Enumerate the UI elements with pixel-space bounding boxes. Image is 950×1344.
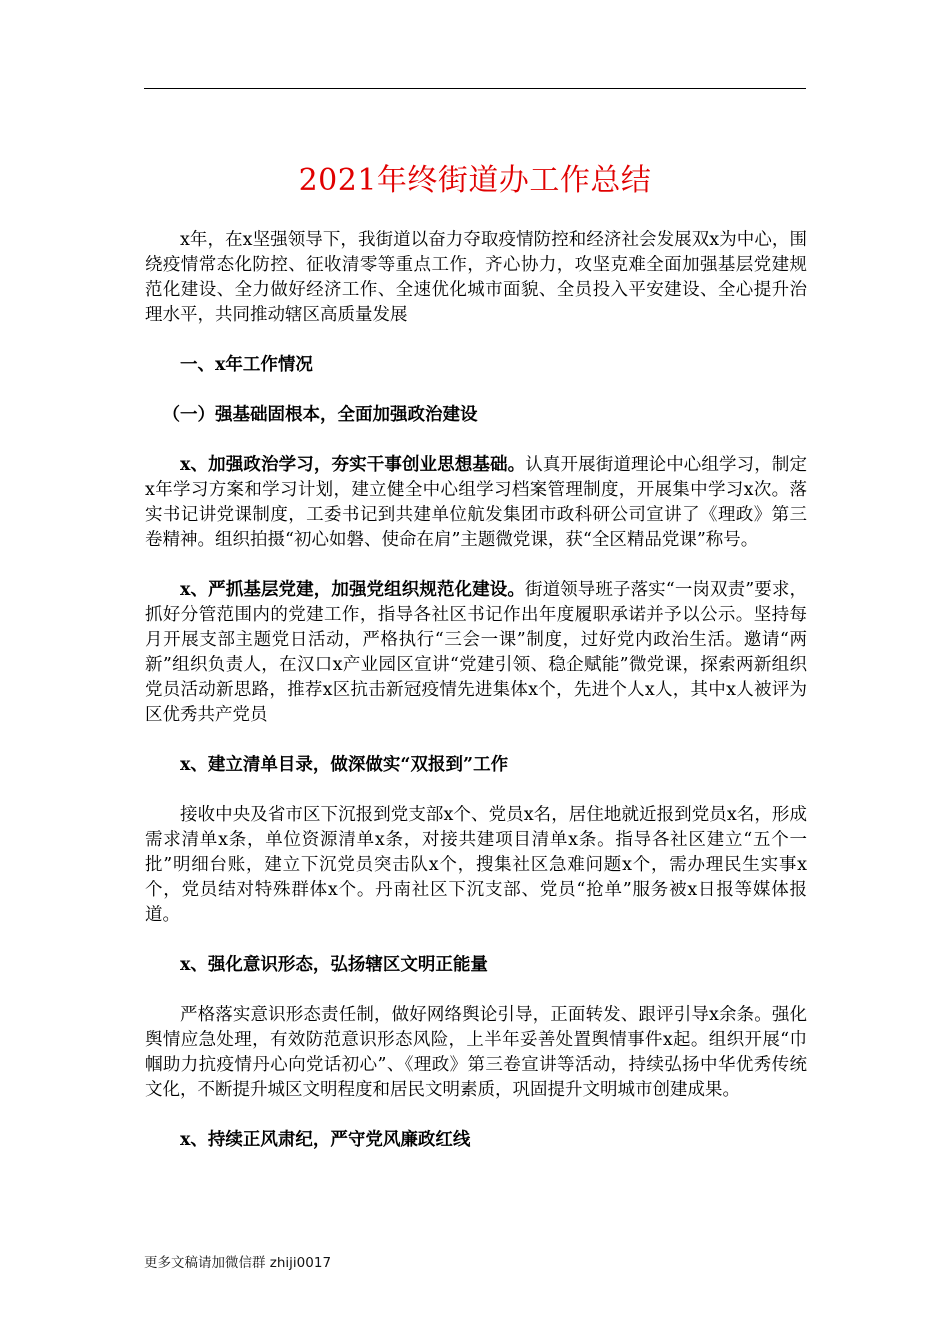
item-4-body: 严格落实意识形态责任制，做好网络舆论引导，正面转发、跟评引导x余条。强化舆情应急处理，有效防范意识形态风险，上半年妥善处置舆情事件x起。组织开展“巾帼助力抗疫情丹心向党话初心”、《理政》第三卷宣讲等活动，持续弘扬中华优秀传统文化，不断提升城区文明程度和居民文明素质，巩固提升文明城市创建成果。 xyxy=(145,1005,807,1100)
subsection-heading-1: （一）强基础固根本，全面加强政治建设 xyxy=(162,405,478,425)
item-5-heading: x、持续正风肃纪，严守党风廉政红线 xyxy=(180,1130,471,1150)
item-1-body: 认真开展街道理论中心组学习，制定x年学习方案和学习计划，建立健全中心组学习档案管理制度，开展集中学习x次。落实书记讲党课制度，工委书记到共建单位航发集团市政科研公司宣讲了《理政》第三卷精神。组织拍摄“初心如磐、使命在肩”主题微党课，获“全区精品党课”称号。 xyxy=(145,455,808,550)
item-3-heading: x、建立清单目录，做深做实“双报到”工作 xyxy=(180,755,509,775)
header-rule xyxy=(144,88,806,89)
document-body xyxy=(145,228,807,1153)
item-2-body: 街道领导班子落实“一岗双责”要求，抓好分管范围内的党建工作，指导各社区书记作出年度履职承诺并予以公示。坚持每月开展支部主题党日活动，严格执行“三会一课”制度，过好党内政治生活。邀请“两新”组织负责人，在汉口x产业园区宣讲“党建引领、稳企赋能”微党课，探索两新组织党员活动新思路，推荐x区抗击新冠疫情先进集体x个，先进个人x人，其中x人被评为区优秀共产党员 xyxy=(145,580,807,725)
item-1-paragraph xyxy=(145,453,807,553)
document-title: 2021年终街道办工作总结 xyxy=(298,163,652,198)
item-4-heading: x、强化意识形态，弘扬辖区文明正能量 xyxy=(180,955,488,975)
item-3-body: 接收中央及省市区下沉报到党支部x个、党员x名，居住地就近报到党员x名，形成需求清单x条，单位资源清单x条，对接共建项目清单x条。指导各社区建立“五个一批”明细台账，建立下沉党员突击队x个，搜集社区急难问题x个，需办理民生实事x个，党员结对特殊群体x个。丹南社区下沉支部、党员“抢单”服务被x日报等媒体报道。 xyxy=(145,805,807,925)
item-2-lead: x、严抓基层党建，加强党组织规范化建设。 xyxy=(180,580,525,600)
footer-note: 更多文稿请加微信群 zhiji0017 xyxy=(144,1255,332,1271)
section-heading-1: 一、x年工作情况 xyxy=(180,355,313,375)
item-2-paragraph xyxy=(145,578,807,728)
intro-paragraph: x年，在x坚强领导下，我街道以奋力夺取疫情防控和经济社会发展双x为中心，围绕疫情常态化防控、征收清零等重点工作，齐心协力，攻坚克难全面加强基层党建规范化建设、全力做好经济工作、全速优化城市面貌、全员投入平安建设、全心提升治理水平，共同推动辖区高质量发展 xyxy=(145,230,807,325)
item-1-lead: x、加强政治学习，夯实干事创业思想基础。 xyxy=(180,455,526,475)
